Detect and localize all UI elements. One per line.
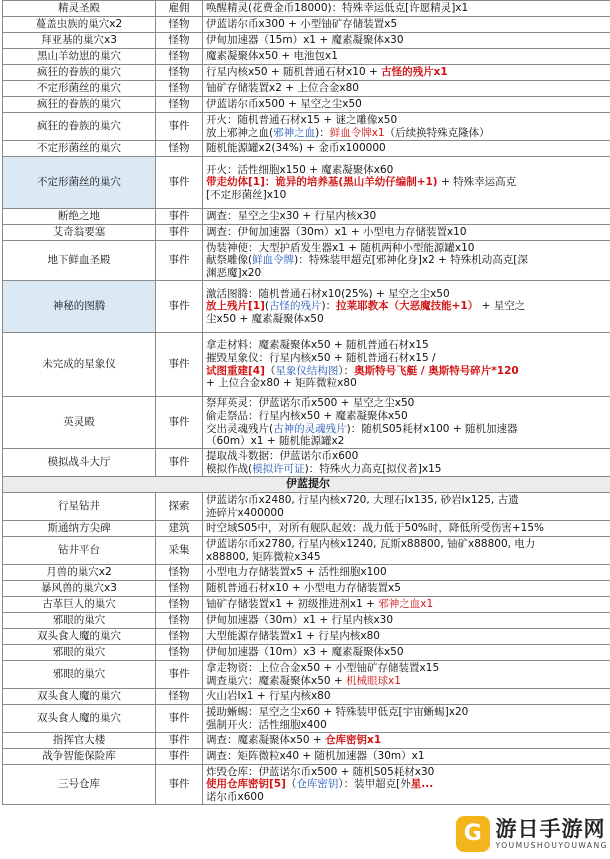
reward-text: 小型电力存储装置x5 + 活性细胞x100 [206, 566, 387, 579]
reward-text: 仓库密钥 [296, 778, 339, 791]
reward-text: 模拟许可证 [252, 462, 305, 475]
reward-text: 星... [410, 778, 434, 791]
watermark-title: 游日手游网 [495, 817, 606, 841]
table-row [3, 705, 610, 733]
location-type: 事件 [156, 449, 203, 477]
table-row [3, 613, 610, 629]
location-type: 怪物 [156, 33, 203, 49]
location-name: 双头食人魔的巢穴 [3, 689, 156, 705]
reward-text: ）： [338, 778, 355, 791]
reward-text: 摧毁星象仪：行星内核x50 + 随机普通石材x15 / [206, 351, 436, 364]
reward-description [203, 113, 610, 141]
reward-description [203, 241, 610, 281]
reward-text: 交出灵魂残片( [206, 422, 274, 435]
table-row [3, 661, 610, 689]
reward-text: )：特殊火力高克[拟仪者]x15 [304, 462, 442, 475]
location-type: 怪物 [156, 581, 203, 597]
reward-description [203, 81, 610, 97]
location-name: 蔓盖虫族的巢穴x2 [3, 17, 156, 33]
reward-line [206, 313, 610, 326]
reward-description [203, 597, 610, 613]
location-name: 指挥官大楼 [3, 733, 156, 749]
reward-text: 调查：星空之尘x30 + 行星内核x30 [206, 210, 377, 223]
reward-text: x88800, 矩阵微粒x345 [206, 550, 321, 563]
reward-text: （ [264, 364, 276, 377]
reward-line [206, 551, 610, 564]
reward-text: 古神的灵魂残片 [273, 422, 347, 435]
location-type: 事件 [156, 397, 203, 449]
reward-text: 星象仪结构图 [275, 364, 339, 377]
reward-description [203, 565, 610, 581]
reward-text: 援助蜥蜴：星空之尘x60 + 特殊装甲低克[宇宙蜥蜴]x20 [206, 705, 469, 718]
reward-description [203, 765, 610, 805]
reward-text: 伊蓝诺尔币x500 + 星空之尘x50 [206, 98, 362, 111]
reward-line [206, 127, 610, 140]
location-type: 事件 [156, 733, 203, 749]
location-name: 古革巨人的巢穴 [3, 597, 156, 613]
table-row [3, 209, 610, 225]
reward-text: 提取战斗数据：伊蓝诺尔币x600 [206, 449, 359, 462]
location-name: 英灵殿 [3, 397, 156, 449]
section-header: 伊蓝提尔 [3, 477, 610, 493]
reward-line [206, 435, 610, 448]
location-name: 双头食人魔的巢穴 [3, 629, 156, 645]
reward-text: ( [264, 300, 270, 313]
reward-line [206, 397, 610, 410]
reward-description [203, 17, 610, 33]
reward-text: 献祭雕像( [206, 254, 253, 267]
reward-text: 试图重建[4] [206, 364, 265, 377]
reward-line [206, 778, 610, 791]
reward-description [203, 581, 610, 597]
location-type: 怪物 [156, 597, 203, 613]
location-type: 事件 [156, 157, 203, 209]
reward-text: 渊恶魔]x20 [206, 266, 262, 279]
reward-line [206, 365, 610, 378]
reward-text: 带走幼体[1]：诡异的培养基(黑山羊幼仔编制+1) [206, 176, 438, 189]
reward-description [203, 33, 610, 49]
reward-text: 铀矿存储装置x1 + 初级推进剂x1 + [206, 598, 379, 611]
location-type: 怪物 [156, 49, 203, 65]
location-type: 事件 [156, 281, 203, 333]
table-row [3, 49, 610, 65]
reward-line [206, 766, 610, 779]
location-name: 三号仓库 [3, 765, 156, 805]
reward-text: + 上位合金x80 + 矩阵微粒x80 [206, 377, 357, 390]
table-row [3, 521, 610, 537]
reward-text: 调查巢穴：魔素凝聚体x50 + [206, 674, 347, 687]
reward-line [206, 288, 610, 301]
location-name: 不定形菌丝的巢穴 [3, 157, 156, 209]
reward-text: 大型能源存储装置x1 + 行星内核x80 [206, 630, 380, 643]
reward-description [203, 749, 610, 765]
reward-text: )： [321, 300, 337, 313]
reward-description [203, 225, 610, 241]
reward-text: 偷走祭品：行星内核x50 + 魔素凝聚体x50 [206, 409, 408, 422]
reward-text: [不定形菌丝]x10 [206, 188, 287, 201]
location-name: 地下鲜血圣殿 [3, 241, 156, 281]
reward-line [206, 352, 610, 365]
reward-text: 拿走材料：魔素凝聚体x50 + 随机普通石材x15 [206, 339, 429, 352]
reward-line [206, 494, 610, 507]
reward-line [206, 706, 610, 719]
location-type: 建筑 [156, 521, 203, 537]
reward-line [206, 226, 610, 239]
reward-text: 时空域S05中，对所有舰队起效：战力低于50%时，降低所受伤害+15% [206, 522, 544, 535]
reward-text: 鲜血令牌x1 [329, 126, 385, 139]
reward-description [203, 141, 610, 157]
table-row [3, 113, 610, 141]
reward-description [203, 1, 610, 17]
table-row [3, 749, 610, 765]
location-name: 暴风兽的巢穴x3 [3, 581, 156, 597]
location-type: 采集 [156, 537, 203, 565]
reward-line [206, 538, 610, 551]
location-name: 斯通纳方尖碑 [3, 521, 156, 537]
location-type: 事件 [156, 333, 203, 397]
reward-text: 模拟作战( [206, 462, 253, 475]
reward-description [203, 493, 610, 521]
location-name: 邪眼的巢穴 [3, 645, 156, 661]
site-watermark [452, 808, 608, 859]
table-row [3, 565, 610, 581]
reward-text: 仓库密钥x1 [325, 734, 382, 747]
reward-text: 伊蓝诺尔币x300 + 小型铀矿存储装置x5 [206, 18, 398, 31]
reward-line [206, 82, 610, 95]
reward-text: 拿走物资：上位合金x50 + 小型铀矿存储装置x15 [206, 661, 440, 674]
location-type: 怪物 [156, 689, 203, 705]
reward-line [206, 410, 610, 423]
reward-text: )：随机S05耗材x100 + 随机加速器 [346, 422, 518, 435]
reward-text: )：特殊装甲超克[邪神化身]x2 + 特殊机动高克[深 [294, 254, 528, 267]
reward-description [203, 157, 610, 209]
reward-line [206, 791, 610, 804]
reward-line [206, 267, 610, 280]
location-type: 事件 [156, 225, 203, 241]
location-type: 探索 [156, 493, 203, 521]
reward-line [206, 377, 610, 390]
reward-text: 开火：随机普通石材x15 + 谜之雕像x50 [206, 113, 398, 126]
reward-text: 伊甸加速器（15m）x1 + 魔素凝聚体x30 [206, 34, 404, 47]
reward-text: 伪装神使：大型护盾发生器x1 + 随机两种小型能源罐x10 [206, 241, 475, 254]
reward-line [206, 598, 610, 611]
table-row [3, 537, 610, 565]
location-name: 不定形菌丝的巢穴 [3, 141, 156, 157]
location-name: 邪眼的巢穴 [3, 613, 156, 629]
reward-line [206, 522, 610, 535]
reward-line [206, 423, 610, 436]
reward-text: 激活图腾：随机普通石材x10(25%) + 星空之尘x50 [206, 287, 450, 300]
reward-text: 开火：活性细胞x150 + 魔素凝聚体x60 [206, 163, 394, 176]
reward-text: 伊甸加速器（30m）x1 + 行星内核x30 [206, 614, 394, 627]
location-type: 怪物 [156, 565, 203, 581]
reward-text: 放上邪神之血( [206, 126, 274, 139]
reward-text: 随机普通石材x10 + 小型电力存储装置x5 [206, 582, 401, 595]
table-row [3, 449, 610, 477]
reward-line [206, 582, 610, 595]
reward-description [203, 281, 610, 333]
reward-text: 鲜血令牌 [252, 254, 295, 267]
reward-line [206, 566, 610, 579]
location-name: 邪眼的巢穴 [3, 661, 156, 689]
reward-text: 强制开火：活性细胞x400 [206, 718, 327, 731]
reward-description [203, 449, 610, 477]
table-row [3, 629, 610, 645]
location-name: 月兽的巢穴x2 [3, 565, 156, 581]
reward-table [2, 0, 610, 805]
reward-text: 古怪的残片 [269, 300, 322, 313]
table-row [3, 17, 610, 33]
reward-text: 铀矿存储装置x2 + 上位合金x80 [206, 82, 359, 95]
reward-line [206, 66, 610, 79]
reward-line [206, 210, 610, 223]
table-row [3, 1, 610, 17]
table-row [3, 97, 610, 113]
location-name: 神秘的图腾 [3, 281, 156, 333]
reward-line [206, 750, 610, 763]
reward-text: 魔素凝聚体x50 + 电池包x1 [206, 50, 338, 63]
reward-line [206, 690, 610, 703]
location-name: 断绝之地 [3, 209, 156, 225]
location-type: 事件 [156, 209, 203, 225]
location-name: 双头食人魔的巢穴 [3, 705, 156, 733]
reward-line [206, 242, 610, 255]
reward-line [206, 646, 610, 659]
reward-text: 诺尔币x600 [206, 790, 264, 803]
location-name: 战争智能保险库 [3, 749, 156, 765]
reward-text: 炸毁仓库：伊蓝诺尔币x500 + 随机S05耗材x30 [206, 765, 435, 778]
reward-line [206, 98, 610, 111]
reward-description [203, 333, 610, 397]
location-name: 疯狂的眷族的巢穴 [3, 113, 156, 141]
reward-line [206, 300, 610, 313]
location-name: 黑山羊幼崽的巢穴 [3, 49, 156, 65]
reward-text: 邪神之血x1 [378, 598, 434, 611]
reward-line [206, 254, 610, 267]
table-row [3, 241, 610, 281]
table-row [3, 397, 610, 449]
location-name: 疯狂的眷族的巢穴 [3, 97, 156, 113]
table-row [3, 765, 610, 805]
reward-description [203, 97, 610, 113]
reward-text: 装甲超克[外 [354, 778, 411, 791]
reward-line [206, 463, 610, 476]
reward-description [203, 733, 610, 749]
location-name: 行星钻井 [3, 493, 156, 521]
table-row [3, 581, 610, 597]
table-row [3, 689, 610, 705]
reward-text: 使用仓库密钥[5] [206, 778, 286, 791]
reward-text: 伊甸加速器（10m）x3 + 魔素凝聚体x50 [206, 646, 404, 659]
reward-line [206, 2, 610, 15]
location-name: 不定形菌丝的巢穴 [3, 81, 156, 97]
reward-line [206, 507, 610, 520]
location-type: 怪物 [156, 613, 203, 629]
table-row [3, 65, 610, 81]
watermark-subtitle: YOUMUSHOUYOUWANG [495, 841, 608, 850]
reward-line [206, 34, 610, 47]
location-type: 事件 [156, 749, 203, 765]
reward-text: 邪神之血 [273, 126, 316, 139]
reward-text: 调查：矩阵微粒x40 + 随机加速器（30m）x1 [206, 750, 425, 763]
reward-line [206, 339, 610, 352]
location-name: 拜亚基的巢穴x3 [3, 33, 156, 49]
reward-line [206, 734, 610, 747]
reward-line [206, 189, 610, 202]
reward-text: ）： [338, 364, 355, 377]
location-type: 怪物 [156, 81, 203, 97]
table-row [3, 281, 610, 333]
table-row [3, 81, 610, 97]
reward-line [206, 18, 610, 31]
table-row [3, 141, 610, 157]
reward-line [206, 450, 610, 463]
reward-text: 唤醒精灵(花费金币18000)：特殊幸运低克[许愿精灵]x1 [206, 2, 469, 15]
location-name: 模拟战斗大厅 [3, 449, 156, 477]
reward-line [206, 176, 610, 189]
location-type: 事件 [156, 113, 203, 141]
reward-description [203, 65, 610, 81]
table-row [3, 333, 610, 397]
table-row [3, 33, 610, 49]
location-type: 怪物 [156, 97, 203, 113]
location-name: 未完成的星象仪 [3, 333, 156, 397]
reward-description [203, 645, 610, 661]
reward-description [203, 629, 610, 645]
reward-text: 调查：魔素凝聚体x50 + [206, 734, 326, 747]
reward-line [206, 662, 610, 675]
table-row [3, 493, 610, 521]
location-type: 怪物 [156, 65, 203, 81]
location-name: 精灵圣殿 [3, 1, 156, 17]
reward-text: （后续换特殊克隆体） [384, 126, 490, 139]
reward-description [203, 705, 610, 733]
table-row [3, 733, 610, 749]
section-header-row [3, 477, 610, 493]
reward-text: + 星空之 [478, 300, 526, 313]
location-type: 怪物 [156, 645, 203, 661]
table-row [3, 157, 610, 209]
reward-description [203, 521, 610, 537]
reward-description [203, 49, 610, 65]
reward-line [206, 675, 610, 688]
location-type: 怪物 [156, 629, 203, 645]
reward-line [206, 164, 610, 177]
location-name: 钻井平台 [3, 537, 156, 565]
reward-text: 放上残片[1] [206, 300, 265, 313]
location-type: 事件 [156, 765, 203, 805]
table-row [3, 645, 610, 661]
location-type: 怪物 [156, 141, 203, 157]
location-type: 事件 [156, 661, 203, 689]
location-name: 疯狂的眷族的巢穴 [3, 65, 156, 81]
reward-description [203, 613, 610, 629]
reward-text: （60m）x1 + 随机能源罐x2 [206, 435, 345, 448]
table-row [3, 225, 610, 241]
location-type: 事件 [156, 241, 203, 281]
reward-text: 拉莱耶教本（大恶魔技能+1） [336, 300, 479, 313]
reward-text: 伊蓝诺尔币x2780, 行星内核x1240, 瓦斯x88800, 铀矿x88800, 电力 [206, 537, 536, 550]
reward-text: )： [315, 126, 330, 139]
reward-text: 调查：伊甸加速器（30m）x1 + 小型电力存储装置x10 [206, 226, 467, 239]
reward-description [203, 689, 610, 705]
reward-line [206, 50, 610, 63]
reward-text: 奥斯特号飞艇 / 奥斯特号碎片*120 [354, 364, 519, 377]
table-row [3, 597, 610, 613]
reward-text: 行星内核x50 + 随机普通石材x10 + [206, 66, 382, 79]
reward-text: （ [285, 778, 297, 791]
reward-line [206, 719, 610, 732]
reward-description [203, 397, 610, 449]
location-name: 艾奇翁要塞 [3, 225, 156, 241]
reward-text: 迹碎片x400000 [206, 506, 284, 519]
reward-description [203, 209, 610, 225]
reward-text: 伊蓝诺尔币x2480, 行星内核x720, 大理石Ⅰx135, 砂岩Ⅰx125, 古遗 [206, 493, 519, 506]
reward-description [203, 537, 610, 565]
reward-line [206, 114, 610, 127]
reward-text: 机械眼球x1 [346, 674, 401, 687]
reward-text: 尘x50 + 魔素凝聚体x50 [206, 312, 324, 325]
reward-text: 火山岩Ⅰx1 + 行星内核x80 [206, 690, 331, 703]
reward-text: 古怪的残片x1 [381, 66, 448, 79]
reward-description [203, 661, 610, 689]
reward-line [206, 614, 610, 627]
reward-text: + 特殊幸运高克 [437, 176, 517, 189]
watermark-logo-icon: G [456, 816, 490, 852]
reward-text: 祭拜英灵：伊蓝诺尔币x500 + 星空之尘x50 [206, 397, 415, 410]
location-type: 雇佣 [156, 1, 203, 17]
reward-line [206, 142, 610, 155]
location-type: 事件 [156, 705, 203, 733]
reward-line [206, 630, 610, 643]
reward-text: 随机能源罐x2(34%) + 金币x100000 [206, 142, 386, 155]
location-type: 怪物 [156, 17, 203, 33]
